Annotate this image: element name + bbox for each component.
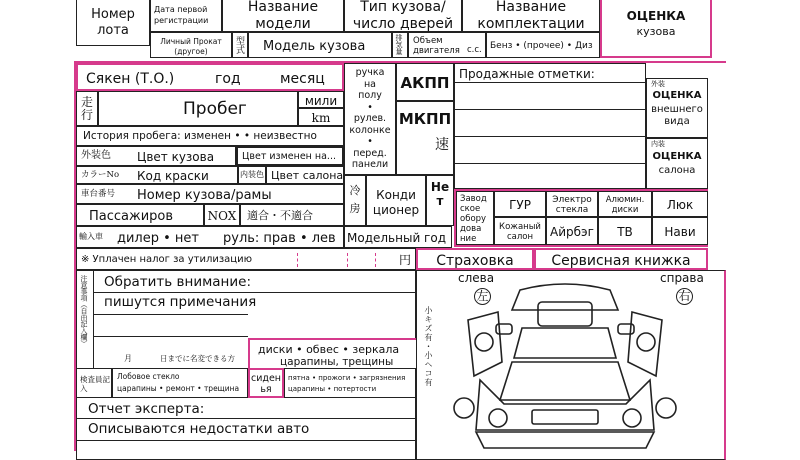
recycle-dash-2 xyxy=(347,253,348,267)
alloy-wheels-label: Алюмин. диски xyxy=(605,195,645,215)
akpp-label: АКПП xyxy=(400,74,450,92)
inspector-jp-cell xyxy=(76,368,112,398)
gear-jp-label: 速 xyxy=(435,137,449,153)
seats-condition-detail xyxy=(284,368,416,398)
mileage-history-label: История пробега: изменен • • неизвестно xyxy=(83,130,317,142)
navi-label: Нави xyxy=(664,225,696,239)
mileage-jp-label: 走行 xyxy=(80,95,93,122)
interior-grade-sub: салона xyxy=(658,165,696,176)
fuel-label: Бенз • (прочее) • Диз xyxy=(490,41,593,51)
type-jp-label: 型式 xyxy=(234,36,244,54)
gur-cell xyxy=(494,191,546,217)
seats-condition-sub: пятна • прожоги • загрязнения царапины • потертости xyxy=(288,374,406,393)
first-registration-label: Дата первой регистрации xyxy=(154,5,209,25)
body-color-jp: 外装色 xyxy=(81,150,111,161)
engine-volume-label: Объем двигателя xyxy=(413,36,460,56)
seats-cell xyxy=(76,204,204,226)
insurance-label: Страховка xyxy=(436,253,514,269)
recycle-label: ※ Уплачен налог за утилизацию xyxy=(81,254,253,265)
exhaust-jp-cell xyxy=(392,32,408,58)
windshield-label: Лобовое стекло xyxy=(117,372,180,381)
front-grille xyxy=(532,410,598,424)
body-model-cell xyxy=(248,32,392,58)
mileage-label: Пробег xyxy=(183,99,247,119)
car-front-panel xyxy=(476,380,654,430)
left-headlight xyxy=(489,409,507,427)
alloy-wheels-cell xyxy=(598,191,652,217)
exterior-grade-jp: 外装 xyxy=(651,80,665,88)
factory-equipment-cell xyxy=(456,191,494,245)
lot-number-label: Номер лота xyxy=(91,7,135,38)
exterior-grade-sub: внешнего вида xyxy=(651,104,703,127)
body-color-cell xyxy=(76,146,236,166)
diagram-side-jp: 小キズ有・小ヘコ有 xyxy=(424,306,433,387)
mkpp-cell xyxy=(396,101,454,175)
sales-rule-2 xyxy=(455,109,645,110)
notes-label: пишутся примечания xyxy=(104,294,257,310)
right-side-jp: 右 xyxy=(676,288,693,305)
recycle-yen: 円 xyxy=(399,253,412,267)
sales-notes-label: Продажные отметки: xyxy=(459,67,595,81)
interior-grade-jp: 内装 xyxy=(651,140,665,148)
paint-code-label: Код краски xyxy=(137,169,209,183)
exterior-grade-label: ОЦЕНКА xyxy=(652,90,702,101)
left-side-jp: 左 xyxy=(474,288,491,305)
windshield-cell xyxy=(112,368,248,398)
import-jp: 輸入車 xyxy=(79,232,103,241)
ac-no-cell xyxy=(426,175,454,226)
vin-label: Номер кузова/рамы xyxy=(137,188,272,203)
notes-jp-strip xyxy=(76,270,94,370)
rear-left-wheel xyxy=(454,398,474,418)
exterior-grade-cell xyxy=(646,78,708,138)
exhaust-jp-label: 排気量 xyxy=(395,34,403,55)
paint-code-cell xyxy=(76,166,238,184)
airbag-cell xyxy=(546,217,598,245)
package-label: Название комплектации xyxy=(477,0,585,32)
mileage-cell xyxy=(98,91,298,126)
car-roof-outline xyxy=(512,284,618,310)
car-roof-panel xyxy=(538,302,592,326)
gur-label: ГУР xyxy=(509,198,531,212)
front-right-wheel xyxy=(637,333,655,351)
car-windshield xyxy=(514,328,616,358)
tv-cell xyxy=(598,217,652,245)
shaken-cell xyxy=(76,63,344,91)
front-bumper xyxy=(476,432,654,448)
color-changed-label: Цвет изменен на... xyxy=(242,151,336,162)
right-side-label: справа xyxy=(660,271,704,285)
ac-jp-label: 冷房 xyxy=(349,184,361,215)
inspector-jp-label: 検査員記入 xyxy=(80,375,110,393)
body-type-label: Тип кузова/ число дверей xyxy=(352,0,454,32)
sales-rule-1 xyxy=(455,82,645,83)
engine-cc-label: с.с. xyxy=(467,45,482,55)
wheels-label: диски • обвес • зеркала xyxy=(258,343,400,356)
shifter-label: ручка на полу • рулев. колонке • перед. панели xyxy=(349,67,391,170)
body-model-label: Модель кузова xyxy=(263,39,366,54)
package-cell xyxy=(462,0,600,32)
car-left-side xyxy=(468,312,502,376)
ac-cell xyxy=(366,175,426,226)
private-rental-cell xyxy=(150,32,232,58)
tv-label: ТВ xyxy=(617,225,633,239)
seats-condition-label: сиденья xyxy=(250,373,282,395)
car-right-side xyxy=(628,312,662,376)
miles-cell xyxy=(298,91,344,108)
sales-rule-4 xyxy=(455,163,645,164)
airbag-label: Айрбэг xyxy=(550,225,594,239)
first-registration-cell xyxy=(150,0,222,32)
miles-label: мили xyxy=(304,94,338,108)
type-jp-cell xyxy=(232,32,248,58)
model-year-cell xyxy=(344,226,452,248)
leather-label: Кожаный салон xyxy=(499,222,541,242)
import-cell xyxy=(76,226,344,248)
vin-jp: 車台番号 xyxy=(81,189,116,199)
nox-label: NOX xyxy=(207,209,237,223)
model-name-label: Название модели xyxy=(247,0,319,32)
sales-rule-3 xyxy=(455,136,645,137)
interior-color-jp: 内装色 xyxy=(240,170,264,179)
notes-rule-1 xyxy=(94,292,416,293)
color-changed-cell xyxy=(236,146,344,166)
date-jp-label: 日までに名変できる方 xyxy=(160,354,235,363)
interior-color-cell xyxy=(266,166,344,184)
wheel-label: руль: прав • лев xyxy=(223,231,336,246)
paint-code-jp: カラーNo xyxy=(81,170,120,180)
car-hood xyxy=(500,362,630,400)
shifter-cell xyxy=(344,63,396,175)
ac-no-label: Нет xyxy=(430,180,450,208)
report-rule-1 xyxy=(76,418,416,419)
mileage-history-cell xyxy=(76,126,344,146)
insurance-cell xyxy=(416,248,534,270)
body-color-label: Цвет кузова xyxy=(137,150,215,164)
navi-cell xyxy=(652,217,708,245)
engine-volume-cell xyxy=(408,32,486,58)
dealer-label: дилер • нет xyxy=(117,231,199,246)
nox-compliance-label: 適合・不適合 xyxy=(247,209,313,222)
leather-cell xyxy=(494,217,546,245)
power-windows-cell xyxy=(546,191,598,217)
km-label: km xyxy=(311,111,331,125)
date-month-jp: 月 xyxy=(124,354,132,363)
seats-condition-cell xyxy=(248,368,284,398)
mileage-jp-cell xyxy=(76,91,98,126)
interior-color-label: Цвет салона xyxy=(271,169,344,182)
body-grade-cell xyxy=(600,0,712,58)
notes-rule-2 xyxy=(94,314,248,315)
sunroof-cell xyxy=(652,191,708,217)
nox-compliance-cell xyxy=(240,204,344,226)
sales-notes-cell xyxy=(454,63,646,189)
report-rule-2 xyxy=(76,440,416,441)
shaken-year-label: год xyxy=(215,71,241,87)
seats-label: Пассажиров xyxy=(89,209,174,224)
model-year-label: Модельный год xyxy=(347,231,446,245)
recycle-dash-1 xyxy=(297,253,298,267)
attention-label: Обратить внимание: xyxy=(104,274,252,290)
car-outline-diagram xyxy=(440,280,690,455)
ac-label: Конди ционер xyxy=(372,188,420,217)
fuel-cell xyxy=(486,32,600,58)
body-grade-label: ОЦЕНКА xyxy=(626,9,686,23)
shaken-month-label: месяц xyxy=(280,71,325,87)
wheels-cell xyxy=(248,338,416,368)
private-rental-label: Личный Прокат (другое) xyxy=(160,37,222,56)
recycle-cell xyxy=(76,248,416,270)
shaken-label: Сякен (Т.О.) xyxy=(86,71,175,87)
ac-jp-cell xyxy=(344,175,366,226)
mkpp-label: МКПП xyxy=(398,110,452,128)
interior-color-jp-cell xyxy=(238,166,266,184)
power-windows-label: Электро стекла xyxy=(552,195,592,215)
service-book-cell xyxy=(534,248,708,270)
rear-right-wheel xyxy=(656,398,676,418)
front-left-wheel xyxy=(475,333,493,351)
scratches-label: царапины, трещины xyxy=(280,356,394,368)
notes-jp-label: 注意事項（自由記入欄） xyxy=(80,275,88,347)
body-type-cell xyxy=(344,0,462,32)
service-book-label: Сервисная книжка xyxy=(551,253,691,269)
km-cell xyxy=(298,108,344,126)
interior-grade-label: ОЦЕНКА xyxy=(652,151,702,162)
sunroof-label: Люк xyxy=(666,198,694,212)
interior-grade-cell xyxy=(646,138,708,189)
frame-left-pink xyxy=(74,61,76,451)
akpp-cell xyxy=(396,63,454,101)
lot-number-cell xyxy=(76,0,150,46)
nox-cell xyxy=(204,204,240,226)
windshield-sub: царапины • ремонт • трещина xyxy=(117,384,240,393)
left-side-label: слева xyxy=(458,271,495,285)
factory-equipment-label: Завод ское обору дова ние xyxy=(460,194,487,244)
expert-report-label: Отчет эксперта: xyxy=(88,401,205,417)
model-name-cell xyxy=(222,0,344,32)
body-grade-sub: кузова xyxy=(636,25,676,38)
defects-label: Описываются недостатки авто xyxy=(88,421,310,437)
recycle-dash-3 xyxy=(375,253,376,267)
right-headlight xyxy=(623,409,641,427)
notes-rule-3 xyxy=(94,336,248,337)
vin-cell xyxy=(76,184,344,204)
